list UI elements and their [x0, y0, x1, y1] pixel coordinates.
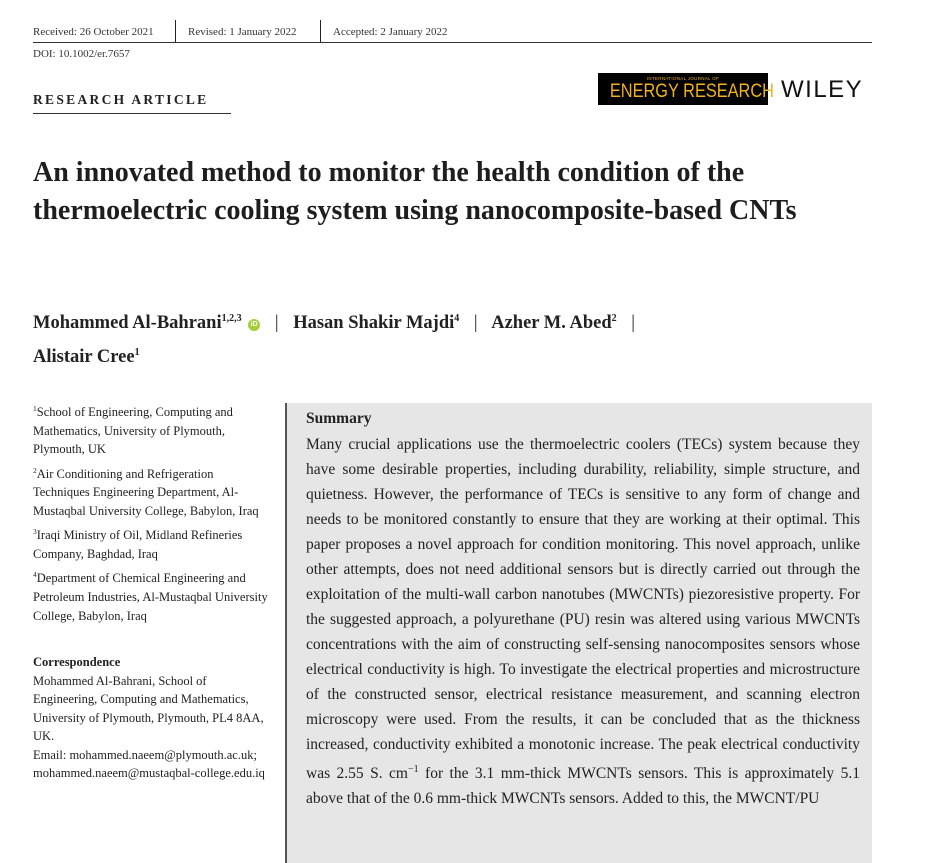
- header-divider: [175, 20, 176, 42]
- header-rule: [33, 42, 872, 43]
- correspondence-email[interactable]: Email: mohammed.naeem@plymouth.ac.uk; mohammed.naeem@mustaqbal-college.edu.iq: [33, 747, 265, 780]
- journal-logo[interactable]: [598, 73, 774, 105]
- summary-heading: Summary: [306, 410, 372, 427]
- section-label: RESEARCH ARTICLE: [33, 92, 209, 107]
- affiliation-item: $^4$Department of Chemical Engineering and Petroleum Industries, Al-Mustaqbal University College, Babylon, Iraq: [33, 570, 268, 623]
- affiliation-item: $^3$Iraqi Ministry of Oil, Midland Refineries Company, Baghdad, Iraq: [33, 527, 243, 561]
- journal-logo-small: INTERNATIONAL JOURNAL OF: [646, 76, 720, 81]
- author-separator: |: [473, 313, 478, 334]
- section-underline: [33, 113, 231, 114]
- journal-logo-name: ENERGY RESEARCH: [609, 81, 774, 102]
- summary-accent-bar: [285, 403, 287, 863]
- publisher-logo[interactable]: WILEY: [781, 76, 864, 103]
- author-name[interactable]: Hasan Shakir Majdi: [293, 313, 455, 334]
- received-date: Received: 26 October 2021: [33, 26, 154, 38]
- orcid-icon[interactable]: iD: [248, 319, 260, 331]
- article-title: An innovated method to monitor the health condition of the thermoelectric cooling system using nanocomposite-based CNTs: [33, 157, 797, 226]
- summary-text: Many crucial applications use the thermoelectric coolers (TECs) system because they have some desirable properties, including durability, reliability, simple structure, and quietness. However, the performance of TECs is sensitive to any form of change and needs to be monitored constantly to ensure that they are working at their optimal. This paper proposes a novel approach for condition monitoring. This novel approach, unlike other attempts, does not need additional sensors but is directly carried out through the exploitation of the multi-wall carbon nanotubes (MWCNTs) piezoresistive property. For the suggested approach, a polyurethane (PU) resin was altered using various MWCNTs concentrations with the aim of constructing self-sensing nanocomposites sensors whose electrical conductivity is high. To investigate the electrical properties and microstructure of the constructed sensor, electrical resistance measurement, and scanning electron microscopy were used. From the results, it can be concluded that as the thickness increased, conductivity exhibited a monotonic increase. The peak electrical conductivity was 2.55 S. $cm^{-1}$ for the 3.1 mm-thick MWCNTs sensors. This is approximately 5.1 above that of the 0.6 mm-thick MWCNTs sensors. Added to this, the MWCNT/PU: [306, 436, 860, 808]
- affiliation-item: $^2$Air Conditioning and Refrigeration Techniques Engineering Department, Al-Mustaqbal University College, Babylon, Iraq: [33, 465, 259, 518]
- author-separator: |: [274, 313, 279, 334]
- author-affiliation-marker: 4: [454, 313, 460, 324]
- author-affiliation-marker: 1,2,3: [221, 313, 242, 324]
- author-name[interactable]: Azher M. Abed: [491, 313, 612, 334]
- author-affiliation-marker: 1: [134, 347, 140, 359]
- correspondence-heading: Correspondence: [33, 655, 121, 669]
- revised-date: Revised: 1 January 2022: [188, 26, 297, 38]
- correspondence: [33, 653, 268, 783]
- author-name[interactable]: Mohammed Al-Bahrani: [33, 313, 222, 334]
- affiliation-list: [33, 400, 268, 625]
- doi[interactable]: DOI: 10.1002/er.7657: [33, 48, 130, 60]
- correspondence-address: Mohammed Al-Bahrani, School of Engineering, Computing and Mathematics, University of Plymouth, Plymouth, PL4 8AA, UK.: [33, 673, 264, 743]
- affiliation-item: $^1$School of Engineering, Computing and Mathematics, University of Plymouth, Plymouth, UK: [33, 404, 233, 457]
- author-name[interactable]: Alistair Cree: [33, 347, 135, 368]
- summary-exponent: −1: [407, 764, 419, 775]
- author-separator: |: [631, 313, 635, 334]
- author-affiliation-marker: 2: [611, 313, 617, 324]
- author-list: [33, 304, 645, 372]
- header-divider: [320, 20, 321, 42]
- accepted-date: Accepted: 2 January 2022: [333, 26, 448, 38]
